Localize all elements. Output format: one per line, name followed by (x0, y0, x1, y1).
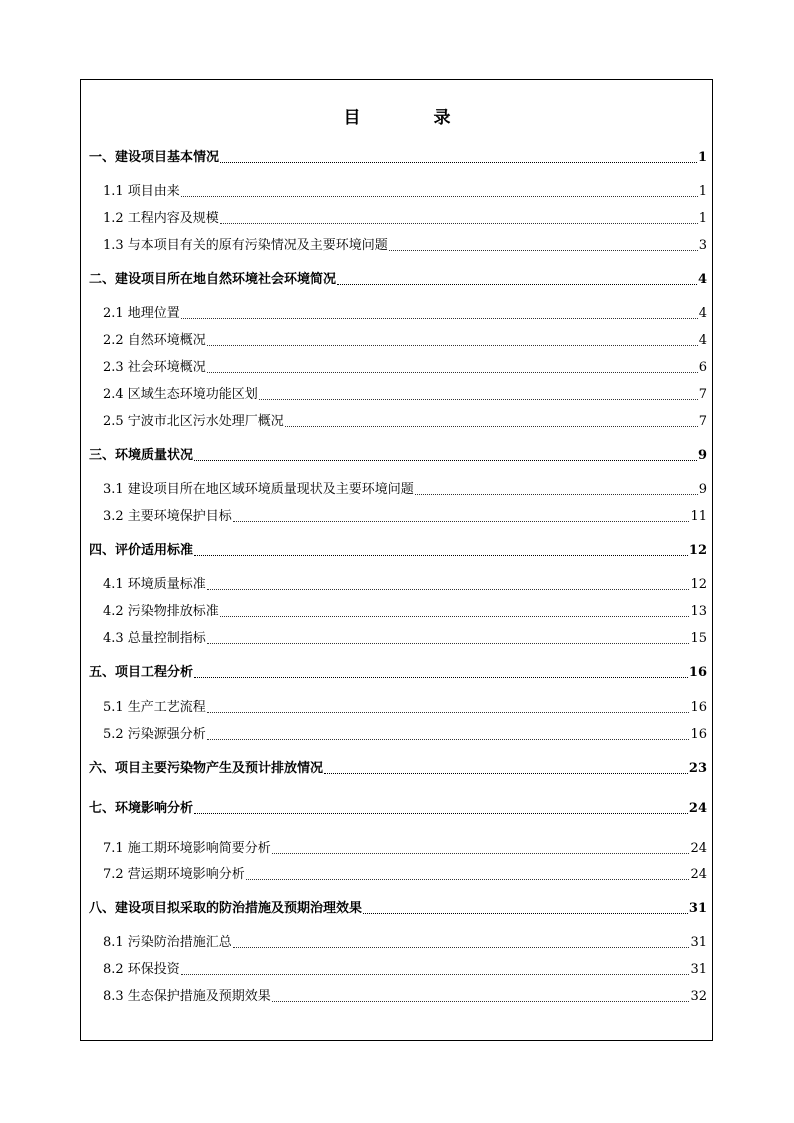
toc-dot-leader (272, 853, 690, 854)
toc-dot-leader (415, 494, 698, 495)
toc-page-number: 4 (698, 306, 707, 321)
toc-section-entry[interactable] (103, 360, 707, 376)
toc-chapter-entry[interactable] (89, 272, 707, 288)
toc-page-number: 32 (690, 989, 707, 1004)
toc-chapter-entry[interactable] (89, 150, 707, 166)
toc-page-number: 31 (690, 935, 707, 950)
toc-section-entry[interactable] (103, 700, 707, 716)
toc-chapter-entry[interactable] (89, 801, 707, 817)
toc-entry-label: 3.1 建设项目所在地区域环境质量现状及主要环境问题 (103, 482, 414, 497)
toc-dot-leader (285, 426, 698, 427)
toc-page-number: 7 (698, 414, 707, 429)
toc-section-entry[interactable] (103, 333, 707, 349)
toc-dot-leader (233, 521, 690, 522)
toc-entry-label: 三、环境质量状况 (89, 448, 194, 463)
toc-section-entry[interactable] (103, 184, 707, 200)
toc-page-number: 12 (690, 577, 707, 592)
toc-page-number: 13 (690, 604, 707, 619)
toc-dot-leader (220, 616, 690, 617)
toc-section-entry[interactable] (103, 238, 707, 254)
toc-section-entry[interactable] (103, 509, 707, 525)
toc-entry-label: 2.1 地理位置 (103, 306, 180, 321)
toc-entry-label: 3.2 主要环境保护目标 (103, 509, 232, 524)
toc-section-entry[interactable] (103, 989, 707, 1005)
toc-dot-leader (337, 284, 697, 285)
toc-entry-label: 1.2 工程内容及规模 (103, 211, 219, 226)
toc-page-number: 9 (697, 448, 707, 463)
toc-section-entry[interactable] (103, 414, 707, 430)
toc-dot-leader (194, 813, 688, 814)
toc-entry-label: 8.1 污染防治措施汇总 (103, 935, 232, 950)
toc-entry-label: 五、项目工程分析 (89, 665, 194, 680)
toc-section-entry[interactable] (103, 631, 707, 647)
toc-dot-leader (259, 399, 698, 400)
toc-chapter-entry[interactable] (89, 665, 707, 681)
toc-dot-leader (246, 879, 690, 880)
toc-entry-label: 二、建设项目所在地自然环境社会环境简况 (89, 272, 337, 287)
toc-chapter-entry[interactable] (89, 543, 707, 559)
toc-section-entry[interactable] (103, 604, 707, 620)
toc-page-number: 9 (698, 482, 707, 497)
toc-entry-label: 4.3 总量控制指标 (103, 631, 206, 646)
toc-entry-label: 8.2 环保投资 (103, 962, 180, 977)
toc-page-number: 31 (690, 962, 707, 977)
toc-section-entry[interactable] (103, 577, 707, 593)
toc-page-number: 1 (698, 211, 707, 226)
toc-entry-label: 2.4 区域生态环境功能区划 (103, 387, 258, 402)
toc-dot-leader (233, 947, 690, 948)
toc-page-number: 1 (697, 150, 707, 165)
toc-section-entry[interactable] (103, 306, 707, 322)
toc-section-entry[interactable] (103, 962, 707, 978)
toc-page-number: 16 (690, 727, 707, 742)
toc-dot-leader (194, 677, 688, 678)
toc-entry-label: 7.2 营运期环境影响分析 (103, 867, 245, 882)
toc-chapter-entry[interactable] (89, 448, 707, 464)
toc-chapter-entry[interactable] (89, 901, 707, 917)
toc-section-entry[interactable] (103, 867, 707, 883)
toc-dot-leader (207, 739, 690, 740)
toc-dot-leader (272, 1001, 690, 1002)
toc-page-number: 3 (698, 238, 707, 253)
toc-entry-label: 8.3 生态保护措施及预期效果 (103, 989, 271, 1004)
toc-page-number: 16 (688, 665, 707, 680)
toc-page-number: 24 (690, 841, 707, 856)
toc-page-number: 1 (698, 184, 707, 199)
toc-page-number: 4 (698, 333, 707, 348)
toc-dot-leader (207, 712, 690, 713)
toc-page-number: 15 (690, 631, 707, 646)
toc-entry-label: 7.1 施工期环境影响简要分析 (103, 841, 271, 856)
toc-page-number: 12 (688, 543, 707, 558)
toc-entry-label: 四、评价适用标准 (89, 543, 194, 558)
toc-dot-leader (220, 162, 697, 163)
toc-page-number: 24 (690, 867, 707, 882)
toc-section-entry[interactable] (103, 841, 707, 857)
toc-section-entry[interactable] (103, 387, 707, 403)
toc-page-number: 6 (698, 360, 707, 375)
toc-section-entry[interactable] (103, 482, 707, 498)
toc-entry-label: 1.3 与本项目有关的原有污染情况及主要环境问题 (103, 238, 388, 253)
toc-page-number: 24 (688, 801, 707, 816)
toc-entry-label: 2.2 自然环境概况 (103, 333, 206, 348)
toc-entry-label: 5.1 生产工艺流程 (103, 700, 206, 715)
toc-entry-label: 2.5 宁波市北区污水处理厂概况 (103, 414, 284, 429)
toc-dot-leader (207, 589, 690, 590)
toc-dot-leader (363, 913, 688, 914)
toc-dot-leader (181, 196, 698, 197)
toc-entry-label: 七、环境影响分析 (89, 801, 194, 816)
toc-dot-leader (207, 372, 698, 373)
toc-entry-label: 六、项目主要污染物产生及预计排放情况 (89, 761, 324, 776)
toc-chapter-entry[interactable] (89, 761, 707, 777)
toc-dot-leader (207, 345, 698, 346)
toc-page-number: 7 (698, 387, 707, 402)
toc-dot-leader (324, 773, 688, 774)
toc-entry-label: 八、建设项目拟采取的防治措施及预期治理效果 (89, 901, 363, 916)
toc-entry-label: 5.2 污染源强分析 (103, 727, 206, 742)
page-title: 目 录 (343, 108, 479, 128)
toc-entry-label: 4.1 环境质量标准 (103, 577, 206, 592)
toc-dot-leader (194, 555, 688, 556)
toc-page-number: 31 (688, 901, 707, 916)
toc-page-number: 11 (690, 509, 707, 524)
toc-dot-leader (220, 223, 698, 224)
toc-dot-leader (194, 460, 697, 461)
toc-section-entry[interactable] (103, 935, 707, 951)
toc-page-number: 16 (690, 700, 707, 715)
toc-dot-leader (181, 318, 698, 319)
toc-entry-label: 2.3 社会环境概况 (103, 360, 206, 375)
toc-entry-label: 4.2 污染物排放标准 (103, 604, 219, 619)
toc-dot-leader (207, 643, 690, 644)
toc-dot-leader (389, 250, 698, 251)
toc-page-number: 23 (688, 761, 707, 776)
toc-section-entry[interactable] (103, 727, 707, 743)
toc-dot-leader (181, 974, 690, 975)
toc-entry-label: 一、建设项目基本情况 (89, 150, 220, 165)
toc-page-number: 4 (697, 272, 707, 287)
toc-entry-label: 1.1 项目由来 (103, 184, 180, 199)
toc-section-entry[interactable] (103, 211, 707, 227)
